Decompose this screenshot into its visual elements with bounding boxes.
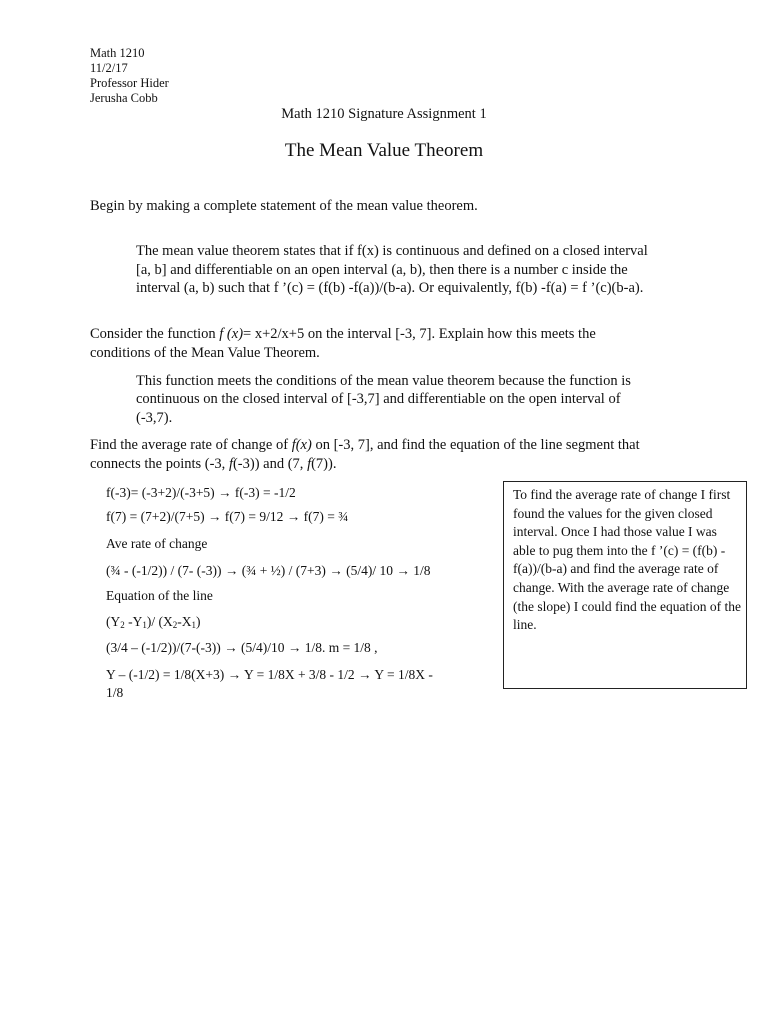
work-line-equation-2: 1/8 [106,685,124,700]
date-label: 11/2/17 [90,61,128,75]
function-notation: f (x) [219,326,244,342]
question-1-answer-line-3: interval (a, b) such that f ’(c) = (f(b) -f(a))/(b-a). Or equivalently, f(b) -f(a) = f ’(c)(b-a). [136,280,644,296]
question-3-prompt [90,436,640,455]
subscript: 2 [172,620,178,630]
question-2-answer-line-1: This function meets the conditions of the mean value theorem because the function is [136,373,631,389]
work-f-7: f(7) = (7+2)/(7+5) → f(7) = 9/12 → f(7) = ¾ [106,509,349,524]
assignment-title: Math 1210 Signature Assignment 1 [281,106,487,122]
slope-text: ) [196,614,201,629]
student-name: Jerusha Cobb [90,91,158,105]
slope-text: (Y [106,614,121,629]
function-notation: f(x) [291,437,312,453]
course-label: Math 1210 [90,46,145,60]
question-3-prompt-line-2-pre: connects the points (-3, [90,456,229,472]
work-eq-label: Equation of the line [106,588,213,603]
question-2-prompt-pre: Consider the function [90,326,220,342]
work-ave-label: Ave rate of change [106,536,208,551]
work-slope-calc: (3/4 – (-1/2))/(7-(-3)) → (5/4)/10 → 1/8. m = 1/8 , [106,640,378,655]
subscript: 1 [191,620,196,630]
slope-text: )/ (X [146,614,173,629]
subscript: 2 [120,620,125,630]
professor-label: Professor Hider [90,76,169,90]
explanation-box [503,481,747,689]
function-symbol: f [228,456,233,472]
question-3-prompt-pre: Find the average rate of change of [90,437,292,453]
explanation-text: To find the average rate of change I first found the values for the given closed interval. Once I had those value I was able to pug them into the f ’(c) = (f(b) -f(a))/(b-a) and find the average rate of change. With the average rate of change (the slope) I could find the equation of the line. [513,487,741,633]
question-2-answer-line-2: continuous on the closed interval of [-3,7] and differentiable on the open interval of [136,391,621,407]
function-symbol: f [307,456,312,472]
work-line-equation-1: Y – (-1/2) = 1/8(X+3) → Y = 1/8X + 3/8 - 1/2 → Y = 1/8X - [106,667,433,682]
slope-text: -Y [124,614,143,629]
question-3-prompt-line-2 [90,455,336,474]
question-2-prompt-line-2: conditions of the Mean Value Theorem. [90,345,320,361]
work-slope-formula [106,613,201,634]
question-2-prompt [90,325,596,344]
question-1-answer-line-1: The mean value theorem states that if f(x) is continuous and defined on a closed interval [136,243,648,259]
question-2-answer-line-3: (-3,7). [136,410,173,426]
slope-text: -X [177,614,192,629]
subscript: 1 [142,620,147,630]
question-1-prompt: Begin by making a complete statement of the mean value theorem. [90,198,478,214]
page-title: The Mean Value Theorem [284,140,484,161]
work-ave-calc: (¾ - (-1/2)) / (7- (-3)) → (¾ + ½) / (7+3) → (5/4)/ 10 → 1/8 [106,563,431,578]
work-f-neg3: f(-3)= (-3+2)/(-3+5) → f(-3) = -1/2 [106,485,296,500]
question-1-answer-line-2: [a, b] and differentiable on an open interval (a, b), then there is a number c inside the [136,262,628,278]
question-3-prompt-post: on [-3, 7], and find the equation of the line segment that [311,437,640,453]
question-3-prompt-line-2-mid: (-3)) and (7, [232,456,308,472]
question-2-prompt-post: = x+2/x+5 on the interval [-3, 7]. Explain how this meets the [243,326,596,342]
question-3-prompt-line-2-post: (7)). [311,456,337,472]
